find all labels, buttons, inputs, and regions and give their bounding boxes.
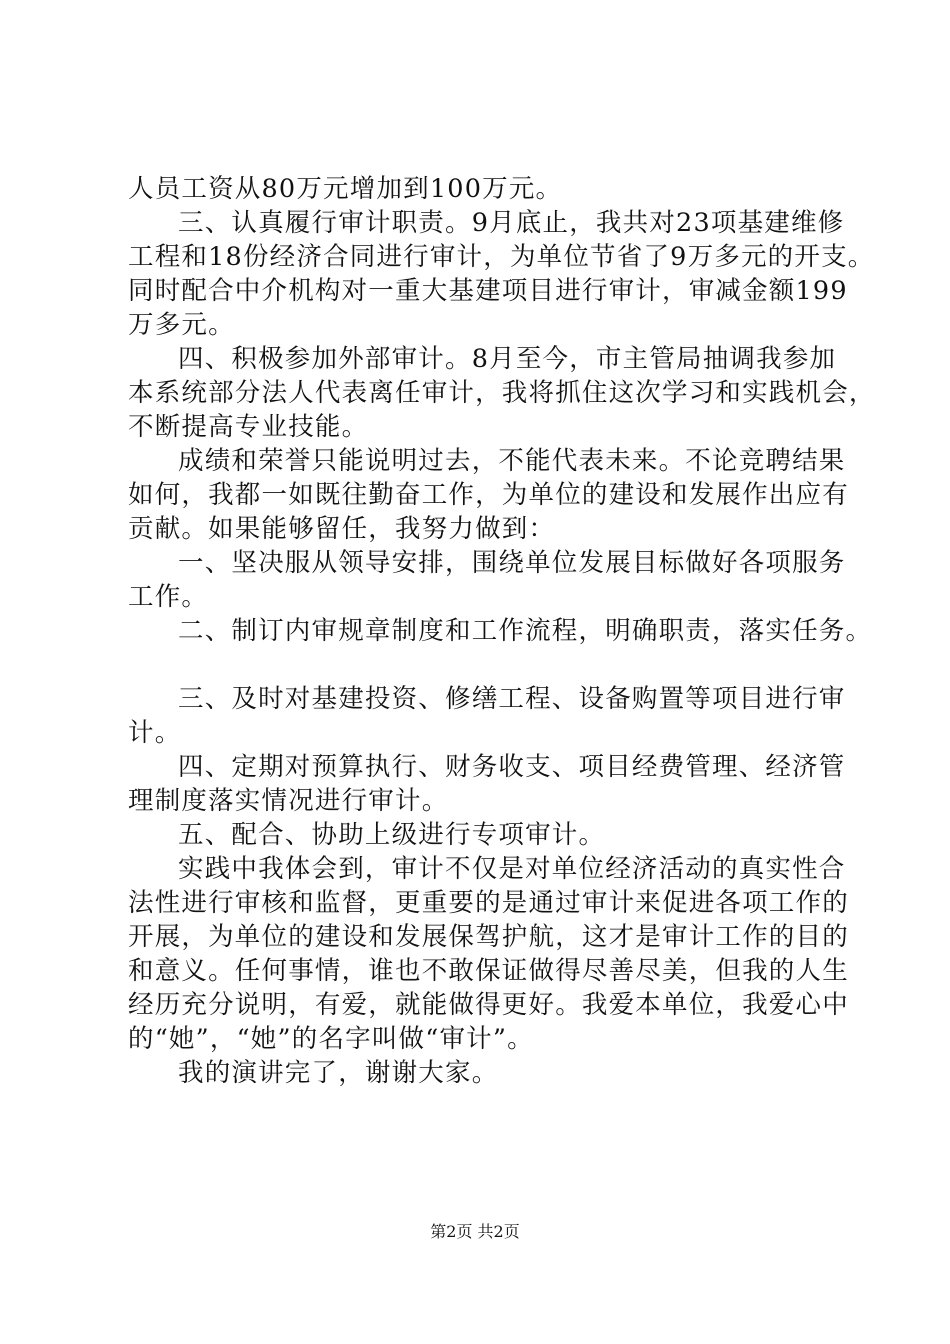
- text-line: 的“她”，“她”的名字叫做“审计”。: [128, 1024, 534, 1054]
- text-line: 三、及时对基建投资、修缮工程、设备购置等项目进行审: [178, 684, 846, 714]
- text-line: 二、制订内审规章制度和工作流程，明确职责，落实任务。: [178, 616, 873, 646]
- text-line: 我的演讲完了，谢谢大家。: [178, 1058, 499, 1088]
- text-line: 计。: [128, 718, 182, 748]
- text-line: 四、积极参加外部审计。8月至今，市主管局抽调我参加: [178, 344, 837, 374]
- text-line: 实践中我体会到，审计不仅是对单位经济活动的真实性合: [178, 854, 846, 884]
- text-line: 工作。: [128, 582, 209, 612]
- text-line: 法性进行审核和监督，更重要的是通过审计来促进各项工作的: [128, 888, 849, 918]
- text-line: 开展，为单位的建设和发展保驾护航，这才是审计工作的目的: [128, 922, 849, 952]
- text-line: 五、配合、协助上级进行专项审计。: [178, 820, 606, 850]
- text-line: 本系统部分法人代表离任审计，我将抓住这次学习和实践机会，: [128, 378, 876, 408]
- text-line: 理制度落实情况进行审计。: [128, 786, 449, 816]
- text-line: 一、坚决服从领导安排，围绕单位发展目标做好各项服务: [178, 548, 846, 578]
- text-line: 经历充分说明，有爱，就能做得更好。我爱本单位，我爱心中: [128, 990, 849, 1020]
- text-line: 人员工资从80万元增加到100万元。: [128, 174, 563, 204]
- text-line: 和意义。任何事情，谁也不敢保证做得尽善尽美，但我的人生: [128, 956, 849, 986]
- text-line: 成绩和荣誉只能说明过去，不能代表未来。不论竞聘结果: [178, 446, 846, 476]
- text-line: 三、认真履行审计职责。9月底止，我共对23项基建维修: [178, 208, 845, 238]
- text-line: 四、定期对预算执行、财务收支、项目经费管理、经济管: [178, 752, 846, 782]
- text-line: 如何，我都一如既往勤奋工作，为单位的建设和发展作出应有: [128, 480, 849, 510]
- text-line: 不断提高专业技能。: [128, 412, 369, 442]
- text-line: 万多元。: [128, 310, 235, 340]
- text-line: 同时配合中介机构对一重大基建项目进行审计，审减金额199: [128, 276, 848, 306]
- text-line: 贡献。如果能够留任，我努力做到：: [128, 514, 556, 544]
- page-number-footer: 第2页 共2页: [430, 1222, 520, 1241]
- text-line: 工程和18份经济合同进行审计，为单位节省了9万多元的开支。: [128, 242, 875, 272]
